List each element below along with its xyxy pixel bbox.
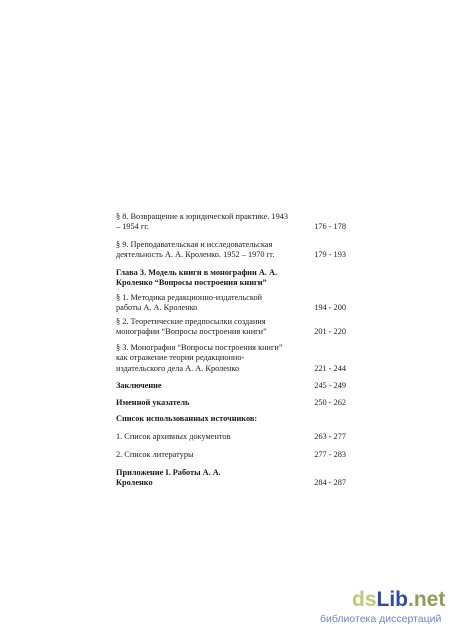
toc-entry	[116, 240, 346, 261]
toc-entry-pages: 245 - 249	[314, 381, 346, 390]
toc-entry-pages: 250 - 262	[314, 398, 346, 407]
toc-entry-pages: 201 - 220	[314, 327, 346, 337]
dslib-logo	[352, 589, 445, 611]
toc-chapter-heading	[116, 268, 346, 289]
toc-entry-pages: 176 - 178	[314, 222, 346, 232]
toc-entry	[116, 293, 346, 314]
toc-entry-title: 1. Список архивных документов	[116, 432, 231, 441]
toc-entry	[116, 212, 346, 233]
dslib-watermark	[320, 588, 446, 625]
toc-entry-title: § 2. Теоретические предпосылки создания монографии “Вопросы построения книги”	[116, 317, 267, 337]
toc-entry-title: § 3. Монография “Вопросы построения книги” как отражение теории редакционно-издательского дела А. А. Кроленко	[116, 343, 283, 373]
toc-entry-title: Именной указатель	[116, 398, 190, 407]
toc-entry-title: § 9. Преподавательская и исследовательская деятельность А. А. Кроленко. 1952 – 1970 гг.	[116, 240, 275, 260]
logo-net: .net	[408, 588, 446, 611]
toc-entry-title: Список использованных источников:	[116, 414, 258, 423]
toc-entry-title: § 1. Методика редакционно-издательской работы А. А. Кроленко	[116, 293, 263, 313]
toc-entry	[116, 450, 346, 460]
toc-entry-pages: 194 - 200	[314, 303, 346, 313]
toc-entry-pages: 284 - 287	[314, 478, 346, 488]
toc-section-heading	[116, 398, 346, 408]
toc-entry	[116, 432, 346, 442]
toc-entry-pages: 277 - 283	[314, 450, 346, 459]
toc-entry-title: Приложение I. Работы А. А. Кроленко	[116, 468, 221, 488]
toc-entry-title: § 8. Возвращение к юридической практике. 1943 – 1954 гг.	[116, 212, 289, 232]
watermark-subtitle: библиотека диссертаций	[320, 613, 442, 625]
toc-entry	[116, 343, 346, 374]
toc-entry-pages: 221 - 244	[314, 363, 346, 373]
toc-section-heading	[116, 381, 346, 391]
toc-section-heading	[116, 468, 346, 489]
toc-entry-title: Заключение	[116, 381, 162, 390]
logo-ds: ds	[352, 588, 377, 611]
toc-entry-pages: 179 - 193	[314, 250, 346, 260]
logo-lib: Lib	[376, 588, 409, 611]
toc-section-heading	[116, 414, 346, 424]
toc-entry-title: Глава 3. Модель книги в монографии А. А. Кроленко “Вопросы построения книги”	[116, 268, 278, 288]
toc-entry-title: 2. Список литературы	[116, 450, 194, 459]
toc-entry-pages: 263 - 277	[314, 432, 346, 441]
toc-entry	[116, 317, 346, 338]
